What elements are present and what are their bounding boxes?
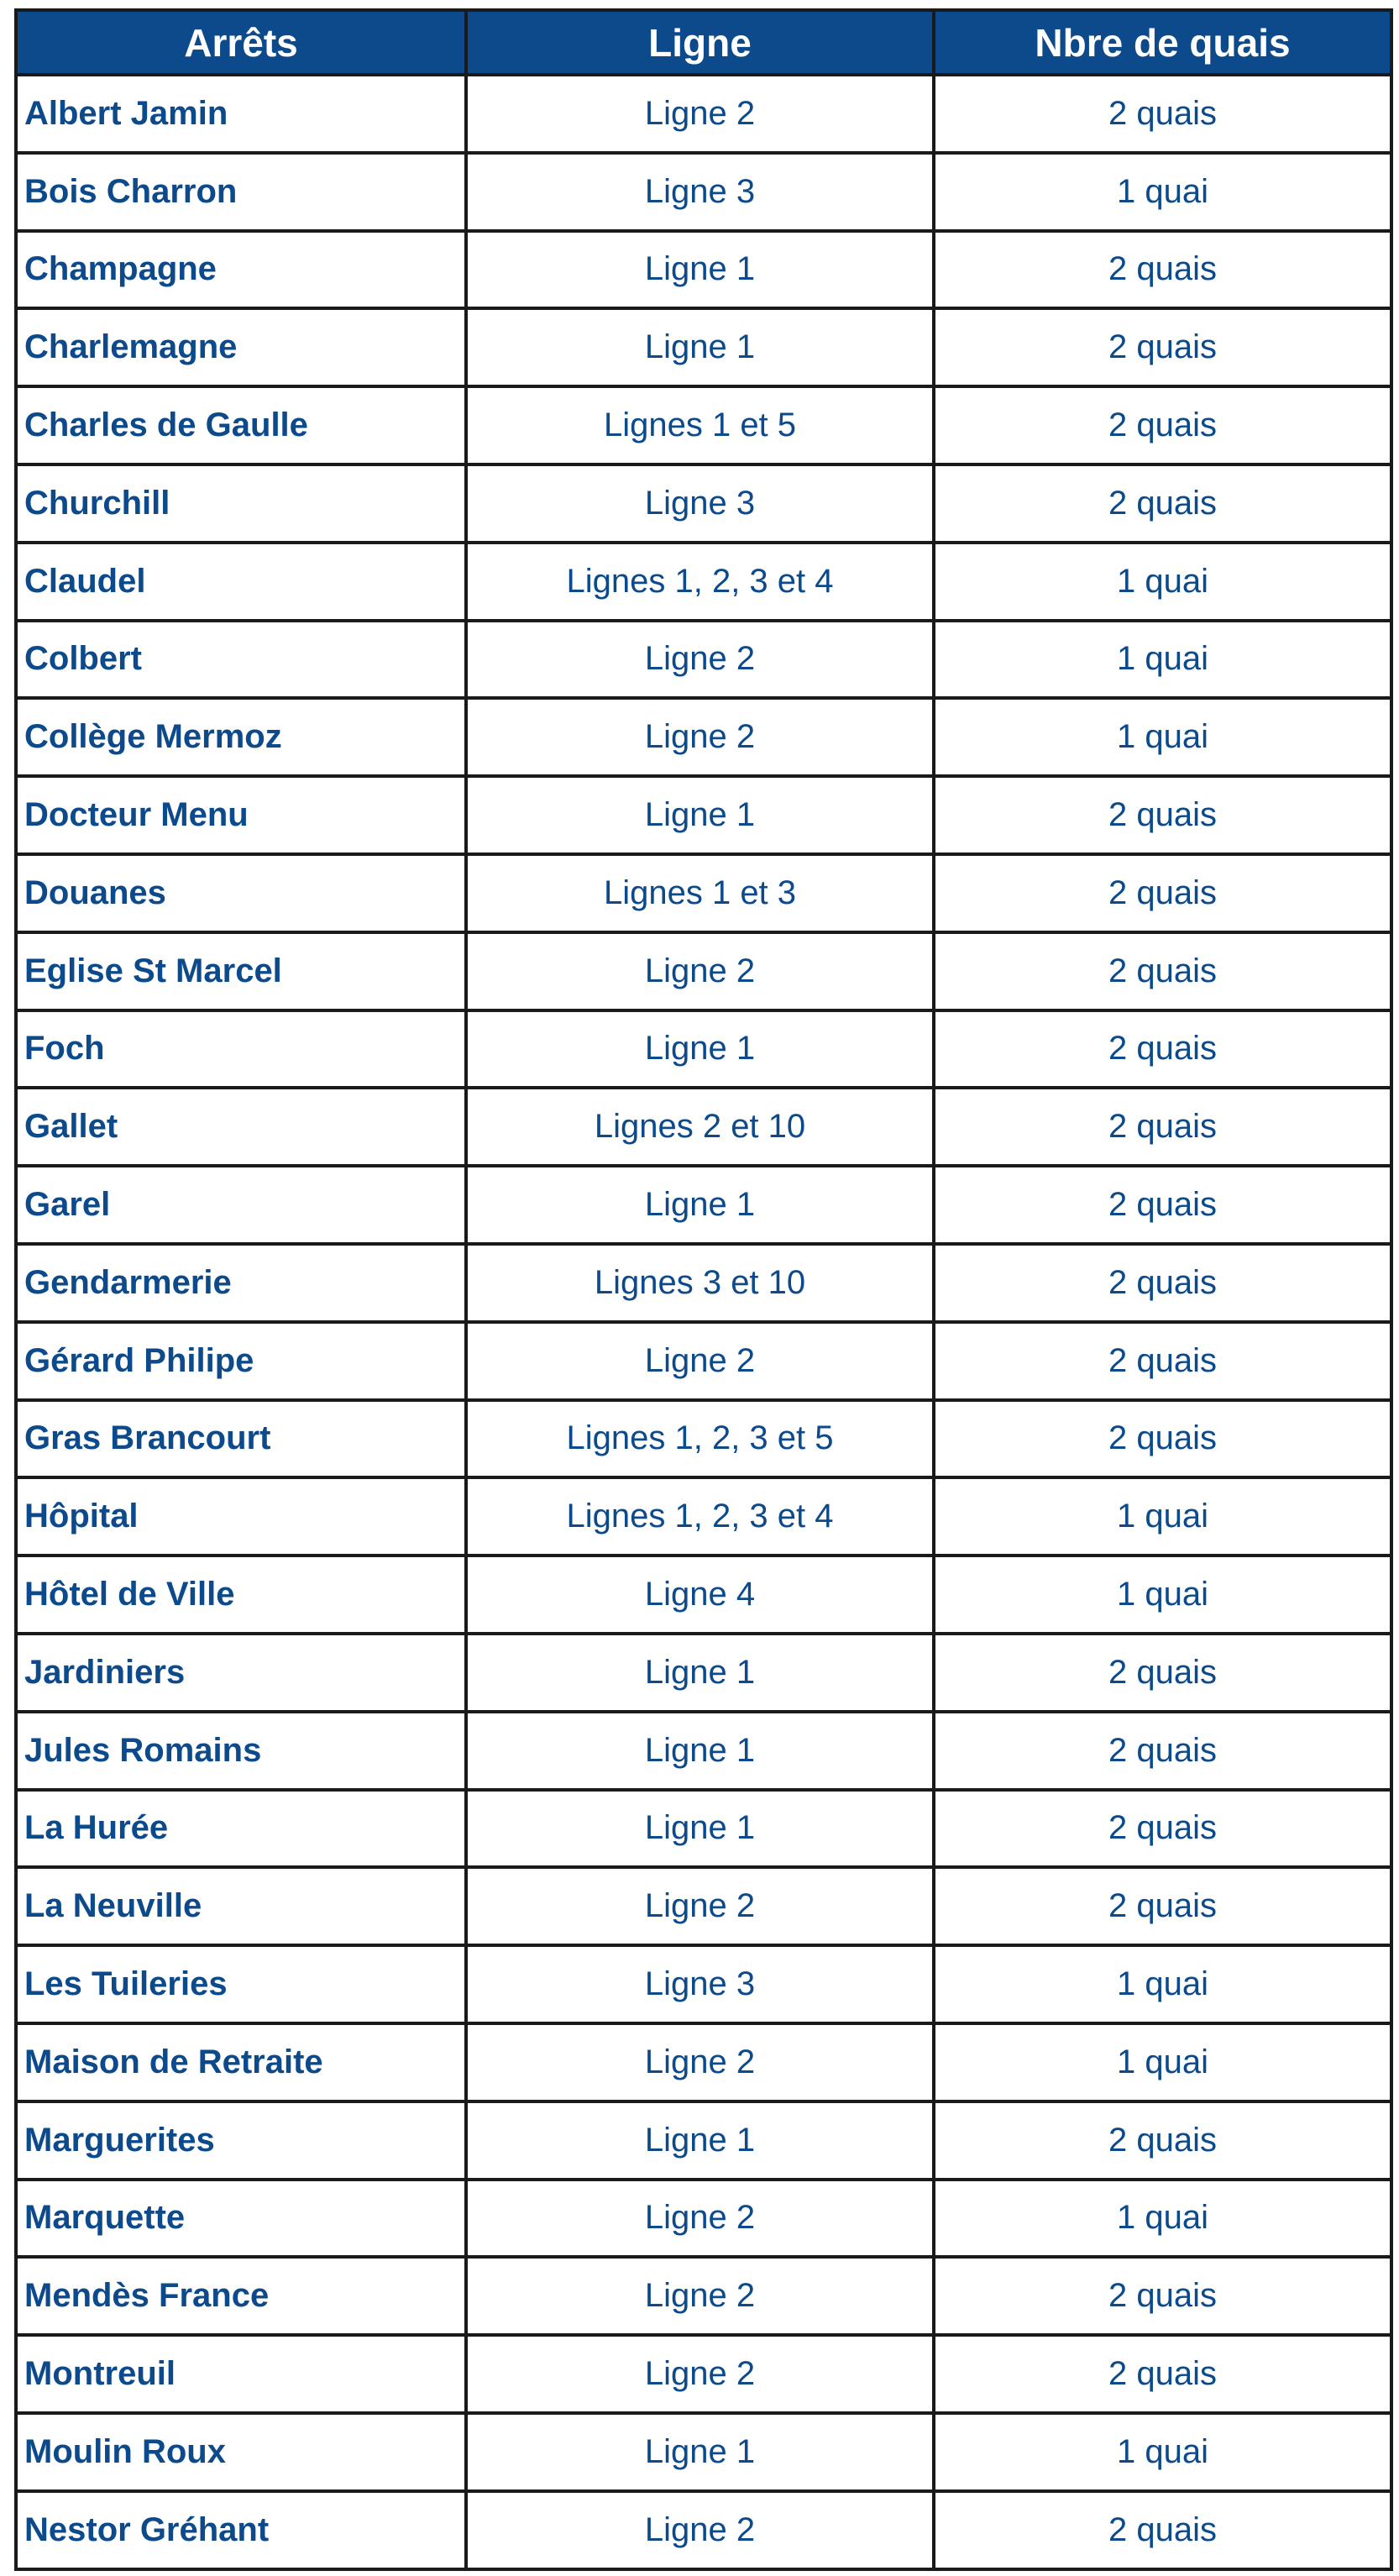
- table-row: [16, 1010, 1391, 1089]
- stop-name-cell: Claudel: [16, 543, 466, 621]
- table-row: [16, 231, 1391, 309]
- stop-name-cell: Montreuil: [16, 2335, 466, 2413]
- platform-count-cell: 2 quais: [934, 854, 1391, 932]
- platform-count-cell: 1 quai: [934, 2180, 1391, 2258]
- platform-count-cell: 2 quais: [934, 2101, 1391, 2180]
- table-row: [16, 1244, 1391, 1322]
- line-cell: Ligne 2: [466, 621, 934, 699]
- table-row: [16, 464, 1391, 543]
- line-cell: Ligne 1: [466, 2413, 934, 2491]
- table-row: [16, 1634, 1391, 1712]
- platform-count-cell: 1 quai: [934, 1477, 1391, 1556]
- line-cell: Ligne 2: [466, 1867, 934, 1945]
- table-row: [16, 776, 1391, 854]
- table-row: [16, 2257, 1391, 2335]
- platform-count-cell: 2 quais: [934, 1712, 1391, 1790]
- stop-name-cell: Marguerites: [16, 2101, 466, 2180]
- header-line: Ligne: [466, 10, 934, 75]
- stop-name-cell: Les Tuileries: [16, 1945, 466, 2023]
- stop-name-cell: Docteur Menu: [16, 776, 466, 854]
- platform-count-cell: 2 quais: [934, 1790, 1391, 1868]
- stop-name-cell: Gendarmerie: [16, 1244, 466, 1322]
- stop-name-cell: Albert Jamin: [16, 75, 466, 153]
- table-row: [16, 1945, 1391, 2023]
- platform-count-cell: 2 quais: [934, 2491, 1391, 2569]
- header-row: [16, 10, 1391, 75]
- line-cell: Lignes 1 et 5: [466, 386, 934, 464]
- line-cell: Ligne 2: [466, 1322, 934, 1400]
- stop-name-cell: Maison de Retraite: [16, 2023, 466, 2101]
- stop-name-cell: Charles de Gaulle: [16, 386, 466, 464]
- table-row: [16, 2413, 1391, 2491]
- platform-count-cell: 2 quais: [934, 1867, 1391, 1945]
- line-cell: Ligne 1: [466, 1790, 934, 1868]
- line-cell: Ligne 4: [466, 1556, 934, 1634]
- table-row: [16, 308, 1391, 386]
- stop-name-cell: Charlemagne: [16, 308, 466, 386]
- line-cell: Lignes 2 et 10: [466, 1088, 934, 1166]
- stop-name-cell: Jules Romains: [16, 1712, 466, 1790]
- stop-name-cell: Bois Charron: [16, 153, 466, 231]
- platform-count-cell: 1 quai: [934, 2413, 1391, 2491]
- table-row: [16, 698, 1391, 776]
- line-cell: Ligne 1: [466, 308, 934, 386]
- line-cell: Ligne 1: [466, 1634, 934, 1712]
- stop-name-cell: Mendès France: [16, 2257, 466, 2335]
- table-row: [16, 1556, 1391, 1634]
- table-row: [16, 386, 1391, 464]
- table-row: [16, 1790, 1391, 1868]
- stop-name-cell: Churchill: [16, 464, 466, 543]
- line-cell: Ligne 2: [466, 698, 934, 776]
- table-row: [16, 854, 1391, 932]
- line-cell: Lignes 1, 2, 3 et 4: [466, 543, 934, 621]
- line-cell: Ligne 2: [466, 2023, 934, 2101]
- platform-count-cell: 2 quais: [934, 932, 1391, 1010]
- line-cell: Ligne 2: [466, 2491, 934, 2569]
- line-cell: Ligne 1: [466, 231, 934, 309]
- platform-count-cell: 2 quais: [934, 386, 1391, 464]
- table-row: [16, 153, 1391, 231]
- line-cell: Ligne 3: [466, 464, 934, 543]
- platform-count-cell: 2 quais: [934, 2335, 1391, 2413]
- header-stop: Arrêts: [16, 10, 466, 75]
- platform-count-cell: 2 quais: [934, 464, 1391, 543]
- platform-count-cell: 2 quais: [934, 776, 1391, 854]
- stop-name-cell: Jardiniers: [16, 1634, 466, 1712]
- stop-name-cell: La Hurée: [16, 1790, 466, 1868]
- table-row: [16, 1477, 1391, 1556]
- stop-name-cell: Gallet: [16, 1088, 466, 1166]
- stop-name-cell: Gérard Philipe: [16, 1322, 466, 1400]
- line-cell: Lignes 1, 2, 3 et 4: [466, 1477, 934, 1556]
- line-cell: Ligne 2: [466, 75, 934, 153]
- stop-name-cell: Hôpital: [16, 1477, 466, 1556]
- line-cell: Lignes 1 et 3: [466, 854, 934, 932]
- stop-name-cell: Champagne: [16, 231, 466, 309]
- line-cell: Ligne 1: [466, 1712, 934, 1790]
- line-cell: Ligne 2: [466, 2257, 934, 2335]
- line-cell: Ligne 1: [466, 1010, 934, 1089]
- stop-name-cell: Eglise St Marcel: [16, 932, 466, 1010]
- table-header: [16, 10, 1391, 75]
- platform-count-cell: 2 quais: [934, 1400, 1391, 1478]
- platform-count-cell: 1 quai: [934, 543, 1391, 621]
- table-row: [16, 1166, 1391, 1244]
- platform-count-cell: 1 quai: [934, 153, 1391, 231]
- line-cell: Lignes 1, 2, 3 et 5: [466, 1400, 934, 1478]
- table-row: [16, 2101, 1391, 2180]
- platform-count-cell: 2 quais: [934, 2257, 1391, 2335]
- platform-count-cell: 2 quais: [934, 231, 1391, 309]
- stop-name-cell: Foch: [16, 1010, 466, 1089]
- line-cell: Ligne 3: [466, 153, 934, 231]
- table-row: [16, 1088, 1391, 1166]
- table-row: [16, 2335, 1391, 2413]
- table-row: [16, 75, 1391, 153]
- platform-count-cell: 1 quai: [934, 2023, 1391, 2101]
- stop-name-cell: Colbert: [16, 621, 466, 699]
- line-cell: Ligne 2: [466, 2335, 934, 2413]
- stop-name-cell: Hôtel de Ville: [16, 1556, 466, 1634]
- table-row: [16, 2491, 1391, 2569]
- stop-name-cell: Moulin Roux: [16, 2413, 466, 2491]
- table-body: [16, 75, 1391, 2569]
- line-cell: Ligne 3: [466, 1945, 934, 2023]
- table-row: [16, 1867, 1391, 1945]
- platform-count-cell: 2 quais: [934, 1166, 1391, 1244]
- table-row: [16, 1400, 1391, 1478]
- platform-count-cell: 1 quai: [934, 1945, 1391, 2023]
- line-cell: Ligne 1: [466, 1166, 934, 1244]
- table-row: [16, 621, 1391, 699]
- platform-count-cell: 2 quais: [934, 1322, 1391, 1400]
- line-cell: Ligne 2: [466, 932, 934, 1010]
- stop-name-cell: Douanes: [16, 854, 466, 932]
- stop-name-cell: La Neuville: [16, 1867, 466, 1945]
- platform-count-cell: 2 quais: [934, 308, 1391, 386]
- header-platforms: Nbre de quais: [934, 10, 1391, 75]
- line-cell: Ligne 1: [466, 2101, 934, 2180]
- platform-count-cell: 2 quais: [934, 1088, 1391, 1166]
- line-cell: Ligne 1: [466, 776, 934, 854]
- platform-count-cell: 2 quais: [934, 1010, 1391, 1089]
- table-row: [16, 932, 1391, 1010]
- stops-table: [14, 8, 1393, 2571]
- stop-name-cell: Marquette: [16, 2180, 466, 2258]
- stop-name-cell: Nestor Gréhant: [16, 2491, 466, 2569]
- line-cell: Lignes 3 et 10: [466, 1244, 934, 1322]
- table-row: [16, 1322, 1391, 1400]
- stop-name-cell: Gras Brancourt: [16, 1400, 466, 1478]
- table-row: [16, 2180, 1391, 2258]
- table-row: [16, 543, 1391, 621]
- table-row: [16, 2023, 1391, 2101]
- stop-name-cell: Collège Mermoz: [16, 698, 466, 776]
- line-cell: Ligne 2: [466, 2180, 934, 2258]
- platform-count-cell: 2 quais: [934, 1244, 1391, 1322]
- platform-count-cell: 1 quai: [934, 621, 1391, 699]
- platform-count-cell: 1 quai: [934, 698, 1391, 776]
- table-row: [16, 1712, 1391, 1790]
- platform-count-cell: 2 quais: [934, 1634, 1391, 1712]
- platform-count-cell: 1 quai: [934, 1556, 1391, 1634]
- stop-name-cell: Garel: [16, 1166, 466, 1244]
- platform-count-cell: 2 quais: [934, 75, 1391, 153]
